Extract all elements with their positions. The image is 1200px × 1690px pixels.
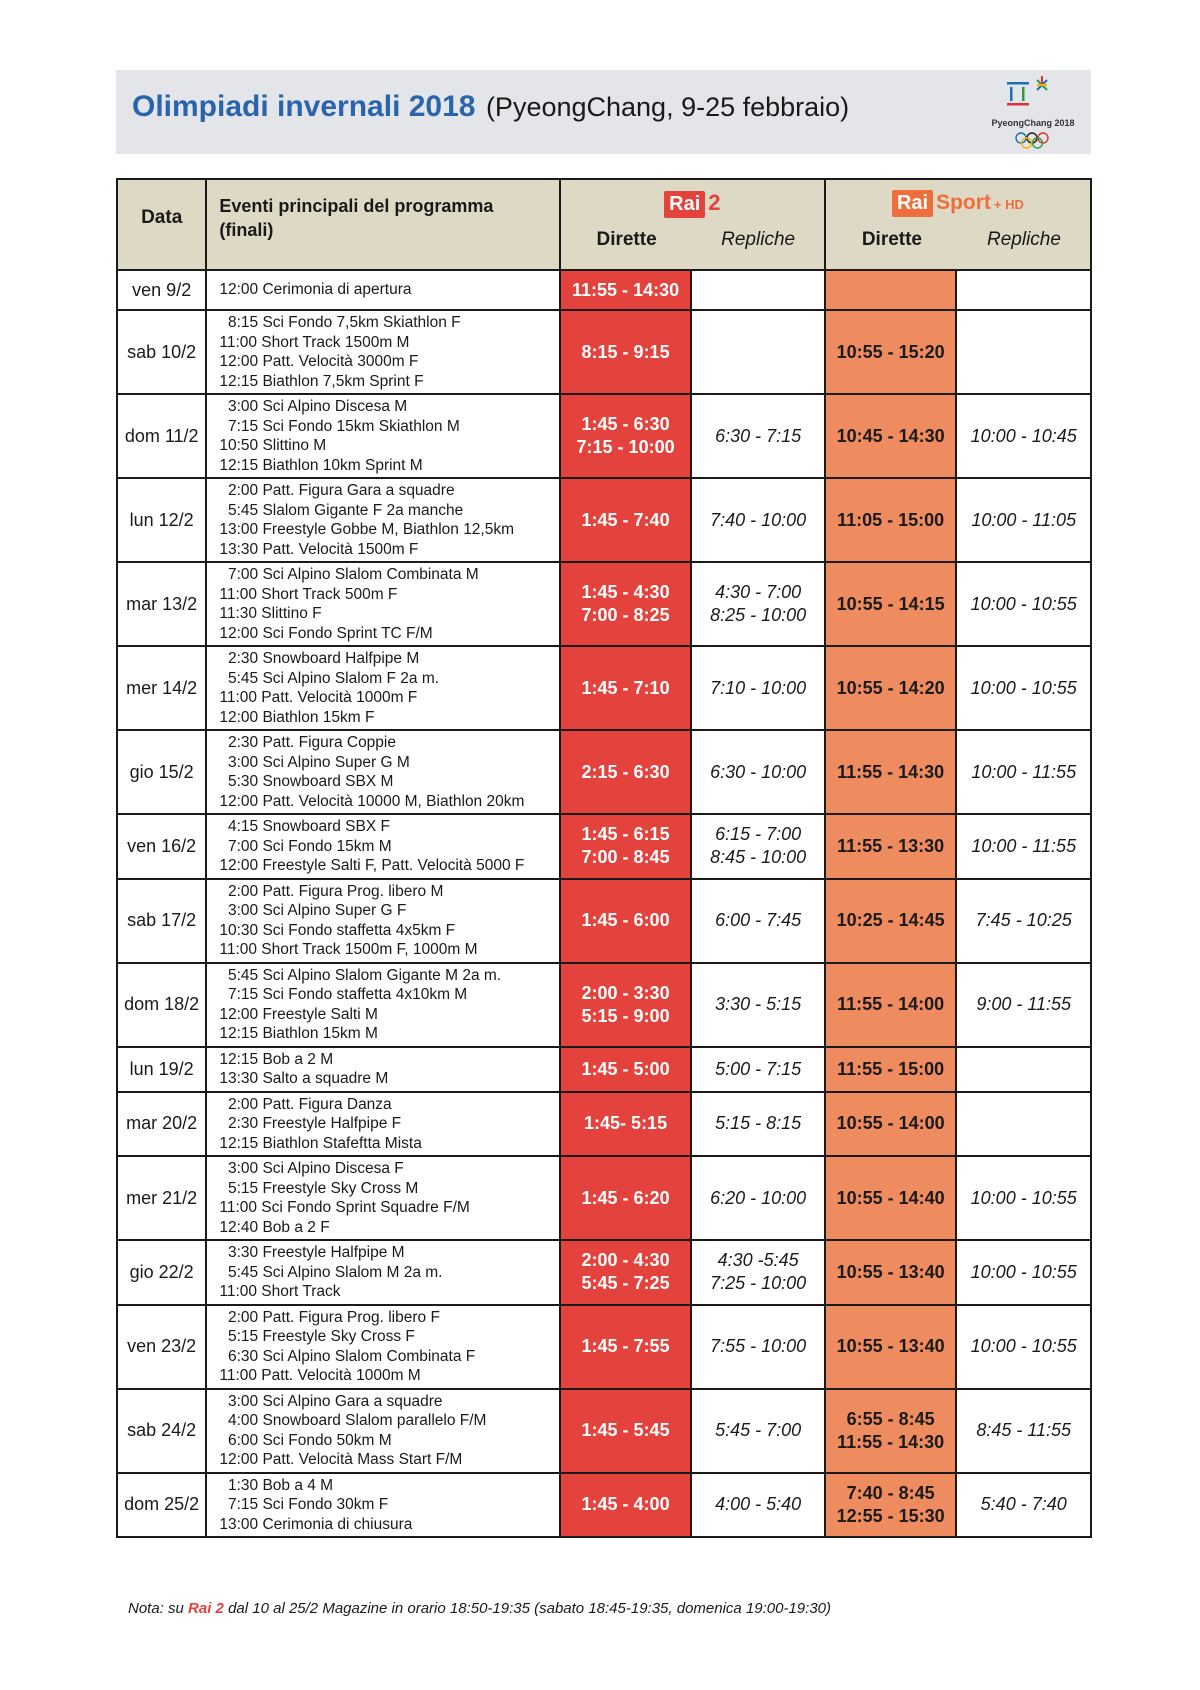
time-range: 5:40 - 7:40 [980, 1494, 1067, 1515]
event-line: 7:00 Sci Alpino Slalom Combinata M [219, 566, 479, 583]
raisport-replay-cell [956, 730, 1091, 814]
row-date: ven 23/2 [117, 1305, 206, 1389]
time-range: 11:55 - 14:00 [837, 994, 945, 1014]
rai2-live-cell [560, 394, 692, 478]
rai2-live-cell [560, 730, 692, 814]
event-line: 12:00 Patt. Velocità 10000 M, Biathlon 20km [219, 792, 525, 810]
col-header-date: Data [117, 179, 206, 270]
table-row [117, 1305, 1091, 1389]
table-row [117, 1240, 1091, 1305]
table-row [117, 1092, 1091, 1157]
raisport-replay-cell [956, 963, 1091, 1047]
time-range: 5:45 - 7:25 [581, 1273, 670, 1294]
event-line: 5:45 Sci Alpino Slalom Gigante M 2a m. [219, 966, 502, 984]
rai2-replay-header: Repliche [721, 229, 796, 250]
row-date: gio 15/2 [117, 730, 206, 814]
row-date: mar 13/2 [117, 562, 206, 646]
rai2-replay-cell [691, 1305, 825, 1389]
event-line: 11:00 Patt. Velocità 1000m F [219, 689, 418, 706]
rai2-live-cell [560, 270, 692, 310]
raisport-replay-cell [956, 1047, 1091, 1092]
time-range: 6:55 - 8:45 [846, 1408, 935, 1429]
event-line: 5:45 Slalom Gigante F 2a manche [219, 501, 464, 519]
table-row [117, 1473, 1091, 1538]
rai2-replay-cell [691, 1240, 825, 1305]
event-line: 12:15 Biathlon 7,5km Sprint F [219, 372, 424, 390]
raisport-replay-cell [956, 562, 1091, 646]
time-range: 1:45 - 4:30 [581, 582, 670, 602]
row-events [206, 478, 559, 562]
time-range: 10:00 - 10:55 [970, 593, 1077, 614]
event-line: 5:30 Snowboard SBX M [219, 773, 394, 790]
event-line: 4:00 Snowboard Slalom parallelo F/M [219, 1412, 487, 1429]
event-line: 12:00 Patt. Velocità 3000m F [219, 353, 419, 370]
event-line: 13:30 Patt. Velocità 1500m F [219, 540, 419, 558]
rai2-live-cell [560, 879, 692, 963]
raisport-logo [826, 190, 1090, 224]
raisport-live-cell [825, 310, 957, 394]
row-date: lun 19/2 [117, 1047, 206, 1092]
rai2-replay-cell [691, 646, 825, 730]
table-row [117, 562, 1091, 646]
time-range: 10:00 - 10:45 [970, 425, 1077, 446]
row-date: mer 21/2 [117, 1156, 206, 1240]
raisport-live-cell [825, 1156, 957, 1240]
time-range: 11:55 - 14:30 [837, 761, 945, 782]
rai2-live-cell [560, 1092, 692, 1157]
event-line: 12:00 Cerimonia di apertura [219, 281, 412, 299]
event-line: 12:00 Freestyle Salti F, Patt. Velocità 5000 F [219, 857, 525, 874]
time-range: 1:45 - 6:20 [581, 1187, 670, 1208]
raisport-replay-cell [956, 1389, 1091, 1473]
time-range: 1:45 - 5:45 [581, 1420, 670, 1440]
time-range: 7:10 - 10:00 [710, 677, 807, 698]
time-range: 11:05 - 15:00 [837, 509, 945, 530]
row-date: sab 10/2 [117, 310, 206, 394]
rai2-live-cell [560, 562, 692, 646]
rai2-replay-cell [691, 963, 825, 1047]
table-row [117, 814, 1091, 879]
time-range: 9:00 - 11:55 [976, 994, 1072, 1014]
rai2-live-cell [560, 1156, 692, 1240]
row-events [206, 310, 559, 394]
row-events [206, 646, 559, 730]
row-events [206, 879, 559, 963]
time-range: 8:45 - 11:55 [976, 1420, 1072, 1440]
time-range: 1:45 - 6:15 [581, 824, 670, 845]
table-row [117, 394, 1091, 478]
event-line: 2:30 Patt. Figura Coppie [219, 734, 396, 751]
time-range: 10:55 - 14:15 [836, 593, 945, 614]
rai2-replay-cell [691, 1156, 825, 1240]
time-range: 10:55 - 14:20 [836, 677, 945, 698]
event-line: 3:00 Sci Alpino Super G M [219, 753, 410, 771]
row-events [206, 730, 559, 814]
table-row [117, 1389, 1091, 1473]
logo-caption: PyeongChang 2018 [991, 118, 1075, 128]
time-range: 10:00 - 10:55 [970, 1261, 1077, 1282]
event-line: 5:15 Freestyle Sky Cross M [219, 1179, 419, 1197]
event-line: 2:30 Snowboard Halfpipe M [219, 650, 420, 667]
time-range: 7:00 - 8:25 [581, 605, 670, 625]
row-date: dom 25/2 [117, 1473, 206, 1538]
rai2-replay-cell [691, 394, 825, 478]
col-header-rai2 [560, 179, 825, 270]
rai2-live-cell [560, 1473, 692, 1538]
rai2-replay-cell [691, 730, 825, 814]
row-date: sab 24/2 [117, 1389, 206, 1473]
event-line: 12:15 Biathlon 15km M [219, 1025, 378, 1042]
time-range: 8:25 - 10:00 [710, 605, 807, 625]
time-range: 10:00 - 11:05 [971, 509, 1077, 530]
time-range: 10:55 - 13:40 [836, 1261, 945, 1282]
time-range: 8:45 - 10:00 [710, 847, 807, 868]
table-header-row [117, 179, 1091, 270]
raisport-live-cell [825, 963, 957, 1047]
event-line: 13:00 Cerimonia di chiusura [219, 1515, 413, 1533]
time-range: 7:00 - 8:45 [581, 847, 670, 868]
rai2-live-cell [560, 310, 692, 394]
event-line: 12:00 Freestyle Salti M [219, 1005, 378, 1023]
time-range: 7:40 - 10:00 [710, 509, 807, 530]
event-line: 12:15 Bob a 2 M [219, 1050, 334, 1068]
time-range: 2:00 - 4:30 [581, 1250, 670, 1271]
row-date: lun 12/2 [117, 478, 206, 562]
event-line: 3:30 Freestyle Halfpipe M [219, 1244, 405, 1261]
rai2-live-cell [560, 1389, 692, 1473]
time-range: 1:45 - 4:00 [581, 1494, 670, 1515]
time-range: 6:15 - 7:00 [715, 824, 802, 845]
raisport-replay-cell [956, 394, 1091, 478]
time-range: 6:30 - 10:00 [710, 761, 807, 782]
col-header-raisport [825, 179, 1091, 270]
event-line: 11:00 Short Track 500m F [219, 585, 398, 603]
row-events [206, 394, 559, 478]
time-range: 4:30 -5:45 [717, 1250, 799, 1271]
time-range: 11:55 - 15:00 [837, 1058, 945, 1079]
raisport-replay-cell [956, 310, 1091, 394]
raisport-logo-box: Rai [892, 190, 933, 217]
row-date: mer 14/2 [117, 646, 206, 730]
time-range: 1:45 - 7:10 [581, 677, 670, 698]
raisport-live-header: Dirette [861, 229, 922, 250]
row-date: ven 16/2 [117, 814, 206, 879]
rai2-replay-cell [691, 1047, 825, 1092]
event-line: 5:45 Sci Alpino Slalom M 2a m. [219, 1263, 443, 1281]
rai2-replay-cell [691, 1092, 825, 1157]
rai2-replay-cell [691, 562, 825, 646]
event-line: 13:30 Salto a squadre M [219, 1070, 389, 1087]
time-range: 1:45 - 7:55 [581, 1336, 670, 1356]
event-line: 3:00 Sci Alpino Gara a squadre [219, 1392, 443, 1410]
time-range: 10:00 - 10:55 [970, 677, 1077, 698]
row-date: gio 22/2 [117, 1240, 206, 1305]
title-subtitle: (PyeongChang, 9-25 febbraio) [485, 92, 850, 122]
time-range: 1:45 - 6:00 [581, 910, 670, 930]
time-range: 1:45 - 7:40 [581, 509, 670, 530]
row-events [206, 562, 559, 646]
raisport-live-cell [825, 1240, 957, 1305]
event-line: 7:15 Sci Fondo 15km Skiathlon M [219, 417, 460, 435]
row-date: mar 20/2 [117, 1092, 206, 1157]
table-row [117, 730, 1091, 814]
raisport-live-cell [825, 1389, 957, 1473]
time-range: 11:55 - 14:30 [572, 279, 680, 300]
time-range: 5:15 - 9:00 [581, 1005, 670, 1026]
event-line: 12:00 Sci Fondo Sprint TC F/M [219, 624, 433, 642]
raisport-replay-cell [956, 879, 1091, 963]
rai2-replay-cell [691, 310, 825, 394]
raisport-logo-plus: + HD [993, 197, 1024, 212]
event-line: 10:30 Sci Fondo staffetta 4x5km F [219, 921, 456, 939]
raisport-live-cell [825, 1305, 957, 1389]
event-line: 6:00 Sci Fondo 50km M [219, 1431, 392, 1449]
raisport-live-cell [825, 730, 957, 814]
time-range: 5:00 - 7:15 [715, 1058, 802, 1079]
event-line: 13:00 Freestyle Gobbe M, Biathlon 12,5km [219, 521, 515, 538]
rai2-live-cell [560, 646, 692, 730]
raisport-replay-cell [956, 270, 1091, 310]
event-line: 3:00 Sci Alpino Discesa M [219, 398, 408, 415]
event-line: 3:00 Sci Alpino Super G F [219, 902, 407, 919]
row-events [206, 814, 559, 879]
event-line: 7:15 Sci Fondo staffetta 4x10km M [219, 986, 468, 1003]
time-range: 5:45 - 7:00 [715, 1420, 802, 1440]
rai2-replay-cell [691, 270, 825, 310]
table-row [117, 1156, 1091, 1240]
raisport-replay-cell [956, 478, 1091, 562]
event-line: 2:00 Patt. Figura Gara a squadre [219, 482, 455, 499]
rai2-live-cell [560, 1305, 692, 1389]
event-line: 1:30 Bob a 4 M [219, 1476, 334, 1494]
time-range: 7:55 - 10:00 [710, 1336, 807, 1356]
event-line: 12:15 Biathlon Stafeftta Mista [219, 1134, 422, 1152]
table-row [117, 646, 1091, 730]
raisport-replay-cell [956, 1473, 1091, 1538]
time-range: 10:00 - 10:55 [970, 1336, 1077, 1356]
rai2-live-cell [560, 1240, 692, 1305]
rai2-logo-box: Rai [664, 191, 705, 218]
row-events [206, 1047, 559, 1092]
event-line: 2:00 Patt. Figura Prog. libero M [219, 882, 444, 900]
time-range: 2:15 - 6:30 [581, 761, 670, 782]
pyeongchang-logo [985, 72, 1081, 152]
time-range: 11:55 - 14:30 [837, 1431, 945, 1452]
rai2-replay-cell [691, 814, 825, 879]
event-line: 12:15 Biathlon 10km Sprint M [219, 456, 423, 474]
event-line: 5:15 Freestyle Sky Cross F [219, 1328, 415, 1345]
rai2-live-cell [560, 963, 692, 1047]
rai2-replay-cell [691, 1473, 825, 1538]
time-range: 12:55 - 15:30 [836, 1505, 945, 1526]
event-line: 11:00 Short Track 1500m F, 1000m M [219, 941, 478, 958]
table-row [117, 879, 1091, 963]
event-line: 11:00 Sci Fondo Sprint Squadre F/M [219, 1199, 470, 1216]
schedule-table [116, 178, 1092, 1538]
raisport-live-cell [825, 646, 957, 730]
time-range: 10:55 - 14:40 [836, 1187, 945, 1208]
time-range: 10:00 - 10:55 [970, 1187, 1077, 1208]
time-range: 1:45- 5:15 [584, 1113, 668, 1134]
row-events [206, 270, 559, 310]
raisport-live-cell [825, 1473, 957, 1538]
time-range: 7:40 - 8:45 [846, 1482, 935, 1503]
table-row [117, 1047, 1091, 1092]
event-line: 8:15 Sci Fondo 7,5km Skiathlon F [219, 314, 461, 331]
time-range: 10:55 - 13:40 [836, 1336, 945, 1356]
rai2-live-cell [560, 1047, 692, 1092]
row-events [206, 1389, 559, 1473]
event-line: 2:00 Patt. Figura Danza [219, 1095, 392, 1113]
event-line: 2:00 Patt. Figura Prog. libero F [219, 1308, 440, 1326]
row-date: dom 11/2 [117, 394, 206, 478]
rai2-logo [561, 190, 824, 224]
raisport-replay-cell [956, 1305, 1091, 1389]
event-line: 4:15 Snowboard SBX F [219, 818, 390, 835]
raisport-live-cell [825, 478, 957, 562]
raisport-replay-cell [956, 1092, 1091, 1157]
title-banner [116, 70, 1091, 154]
raisport-replay-cell [956, 1156, 1091, 1240]
table-row [117, 963, 1091, 1047]
event-line: 6:30 Sci Alpino Slalom Combinata F [219, 1347, 476, 1365]
rai2-live-cell [560, 814, 692, 879]
time-range: 2:00 - 3:30 [581, 982, 670, 1003]
row-events [206, 1305, 559, 1389]
time-range: 4:30 - 7:00 [715, 582, 802, 602]
row-date: ven 9/2 [117, 270, 206, 310]
col-header-events [206, 179, 559, 270]
event-line: 7:15 Sci Fondo 30km F [219, 1496, 389, 1513]
rai2-logo-number: 2 [708, 190, 721, 215]
raisport-live-cell [825, 1047, 957, 1092]
time-range: 10:25 - 14:45 [836, 910, 945, 930]
page-title [132, 90, 849, 124]
time-range: 10:55 - 15:20 [836, 341, 945, 362]
row-events [206, 1156, 559, 1240]
raisport-live-cell [825, 814, 957, 879]
event-line: 5:45 Sci Alpino Slalom F 2a m. [219, 669, 440, 687]
event-line: 10:50 Slittino M [219, 437, 327, 454]
event-line: 11:00 Short Track [219, 1283, 341, 1300]
time-range: 6:00 - 7:45 [715, 910, 802, 930]
rai2-replay-cell [691, 1389, 825, 1473]
footnote-channel: Rai 2 [188, 1600, 224, 1617]
raisport-live-cell [825, 1092, 957, 1157]
table-row [117, 478, 1091, 562]
event-line: 3:00 Sci Alpino Discesa F [219, 1160, 404, 1177]
time-range: 3:30 - 5:15 [715, 994, 802, 1014]
time-range: 1:45 - 5:00 [581, 1058, 670, 1079]
time-range: 10:00 - 11:55 [971, 761, 1077, 782]
time-range: 10:00 - 11:55 [971, 835, 1077, 856]
raisport-live-cell [825, 394, 957, 478]
time-range: 4:00 - 5:40 [715, 1494, 802, 1515]
footnote-text: dal 10 al 25/2 Magazine in orario 18:50-19:35 (sabato 18:45-19:35, domenica 19:00-19:30) [228, 1600, 831, 1617]
table-row [117, 270, 1091, 310]
col-header-events-line1: Eventi principali del programma [219, 196, 494, 216]
time-range: 1:45 - 6:30 [581, 414, 670, 434]
col-header-events-line2: (finali) [219, 220, 274, 240]
row-events [206, 1473, 559, 1538]
time-range: 8:15 - 9:15 [581, 341, 670, 362]
row-events [206, 963, 559, 1047]
time-range: 6:20 - 10:00 [710, 1187, 807, 1208]
event-line: 11:00 Short Track 1500m M [219, 333, 410, 351]
raisport-live-cell [825, 270, 957, 310]
rai2-replay-cell [691, 879, 825, 963]
raisport-replay-cell [956, 814, 1091, 879]
time-range: 5:15 - 8:15 [715, 1113, 802, 1134]
time-range: 11:55 - 13:30 [837, 835, 945, 856]
row-events [206, 1092, 559, 1157]
rai2-live-header: Dirette [596, 229, 657, 250]
raisport-replay-cell [956, 1240, 1091, 1305]
time-range: 7:25 - 10:00 [710, 1273, 807, 1294]
time-range: 10:55 - 14:00 [836, 1113, 945, 1134]
table-row [117, 310, 1091, 394]
row-date: sab 17/2 [117, 879, 206, 963]
raisport-replay-cell [956, 646, 1091, 730]
footnote-prefix: Nota: su [128, 1600, 184, 1617]
rai2-live-cell [560, 478, 692, 562]
event-line: 12:00 Patt. Velocità Mass Start F/M [219, 1451, 463, 1468]
row-date: dom 18/2 [117, 963, 206, 1047]
time-range: 6:30 - 7:15 [715, 425, 802, 446]
event-line: 12:00 Biathlon 15km F [219, 708, 375, 726]
time-range: 10:45 - 14:30 [836, 425, 945, 446]
event-line: 11:00 Patt. Velocità 1000m M [219, 1367, 421, 1384]
title-main: Olimpiadi invernali 2018 [132, 90, 476, 123]
raisport-logo-text: Sport [936, 191, 991, 214]
event-line: 12:40 Bob a 2 F [219, 1218, 330, 1236]
footnote [128, 1600, 831, 1617]
time-range: 7:45 - 10:25 [975, 910, 1072, 930]
row-events [206, 1240, 559, 1305]
raisport-live-cell [825, 879, 957, 963]
olympic-emblem-icon [985, 72, 1081, 152]
raisport-replay-header: Repliche [987, 229, 1061, 250]
event-line: 11:30 Slittino F [219, 605, 322, 622]
event-line: 7:00 Sci Fondo 15km M [219, 837, 392, 855]
time-range: 7:15 - 10:00 [576, 437, 675, 457]
event-line: 2:30 Freestyle Halfpipe F [219, 1115, 402, 1132]
raisport-live-cell [825, 562, 957, 646]
rai2-replay-cell [691, 478, 825, 562]
